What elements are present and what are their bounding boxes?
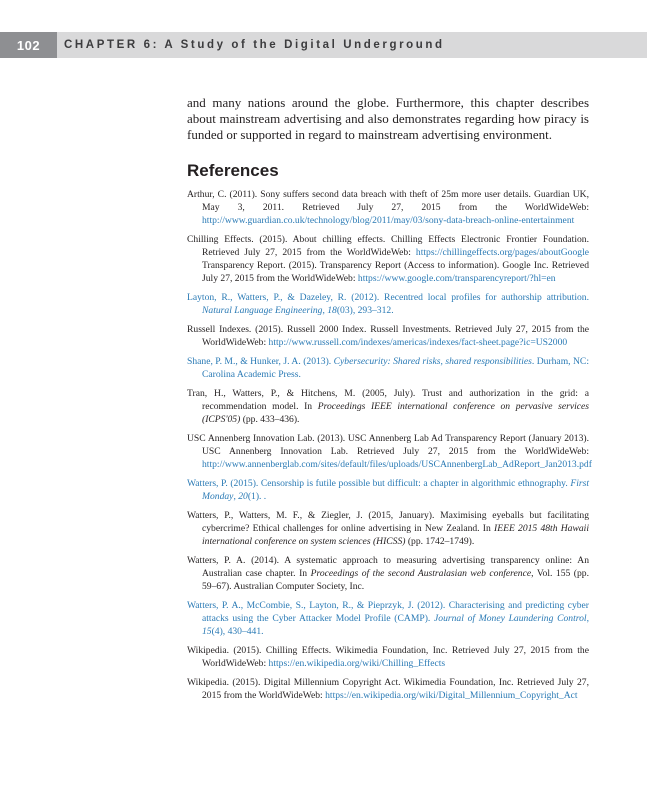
reference-item: Wikipedia. (2015). Chilling Effects. Wikimedia Foundation, Inc. Retrieved July 27, 2015 from the WorldWideWeb: https://en.wikipedia.org/wiki/Chilling_Effects [187,645,589,669]
reference-link[interactable]: http://www.russell.com/indexes/americas/indexes/fact-sheet.page?ic=US2000 [268,337,568,348]
reference-link[interactable]: https://en.wikipedia.org/wiki/Chilling_Effects [268,658,446,669]
references-list [187,188,592,708]
page-number: 102 [0,32,57,58]
reference-item: Wikipedia. (2015). Digital Millennium Copyright Act. Wikimedia Foundation, Inc. Retrieved July 27, 2015 from the WorldWideWeb: https://en.wikipedia.org/wiki/Digital_Millennium_Copyright_Act [187,677,589,701]
reference-link[interactable]: https://www.google.com/transparencyreport/?hl=en [357,273,556,284]
reference-item[interactable]: Shane, P. M., & Hunker, J. A. (2013). Cybersecurity: Shared risks, shared responsibilities. Durham, NC: Carolina Academic Press. [187,356,589,380]
chapter-title: CHAPTER 6: A Study of the Digital Underground [64,39,445,51]
reference-item[interactable]: Watters, P. (2015). Censorship is futile possible but difficult: a chapter in algorithmic ethnography. First Monday, 20(1). . [187,478,589,502]
reference-item[interactable]: Layton, R., Watters, P., & Dazeley, R. (2012). Recentred local profiles for authorship attribution. Natural Language Engineering, 18(03), 293–312. [187,292,589,316]
reference-item[interactable]: Watters, P. A., McCombie, S., Layton, R., & Pieprzyk, J. (2012). Characterising and predicting cyber attacks using the Cyber Attacker Model Profile (CAMP). Journal of Money Laundering Control, 15(4), 430–441. [187,600,589,637]
reference-link[interactable]: http://www.annenberglab.com/sites/default/files/uploads/USCAnnenbergLab_AdReport_Jan2013.pdf [202,459,592,470]
running-header [0,32,647,58]
intro-paragraph: and many nations around the globe. Furthermore, this chapter describes about mainstream advertising and also demonstrates regarding how piracy is funded or supported in regard to mainstream advertising environment. [187,95,589,142]
reference-item: USC Annenberg Innovation Lab. (2013). USC Annenberg Lab Ad Transparency Report (January 2013). USC Annenberg Innovation Lab. Retrieved July 27, 2015 from the WorldWideWeb: http://www.annenberglab.com/sites/default/files/uploads/USCAnnenbergLab_AdReport_Jan2013.pdf [187,433,592,470]
reference-item: Chilling Effects. (2015). About chilling effects. Chilling Effects Electronic Frontier Foundation. Retrieved July 27, 2015 from the WorldWideWeb: https://chillingeffects.org/pages/aboutGoogle Transparency Report. (2015). Transparency Report (Access to information). Google Inc. Retrieved July 27, 2015 from the WorldWideWeb: https://www.google.com/transparencyreport/?hl=en [187,234,589,284]
reference-link[interactable]: https://en.wikipedia.org/wiki/Digital_Millennium_Copyright_Act [325,690,578,701]
references-heading: References [187,161,279,180]
reference-item: Russell Indexes. (2015). Russell 2000 Index. Russell Investments. Retrieved July 27, 2015 from the WorldWideWeb: http://www.russell.com/indexes/americas/indexes/fact-sheet.page?ic=US2000 [187,324,589,348]
reference-link[interactable]: http://www.guardian.co.uk/technology/blog/2011/may/03/sony-data-breach-online-entertainment [202,215,575,226]
reference-item: Tran, H., Watters, P., & Hitchens, M. (2005, July). Trust and authorization in the grid: a recommendation model. In Proceedings IEEE international conference on pervasive services (ICPS'05) (pp. 433–436). [187,388,589,425]
reference-item: Watters, P. A. (2014). A systematic approach to measuring advertising transparency online: An Australian case chapter. In Proceedings of the second Australasian web conference, Vol. 155 (pp. 59–67). Australian Computer Society, Inc. [187,555,589,592]
reference-item: Arthur, C. (2011). Sony suffers second data breach with theft of 25m more user details. Guardian UK, May 3, 2011. Retrieved July 27, 2015 from the WorldWideWeb: http://www.guardian.co.uk/technology/blog/2011/may/03/sony-data-breach-online-entertainment [187,189,589,226]
reference-item: Watters, P., Watters, M. F., & Ziegler, J. (2015, January). Maximising eyeballs but facilitating cybercrime? Ethical challenges for online advertising in New Zealand. In IEEE 2015 48th Hawaii international conference on system sciences (HICSS) (pp. 1742–1749). [187,510,589,547]
reference-link[interactable]: https://chillingeffects.org/pages/aboutGoogle [415,247,589,258]
